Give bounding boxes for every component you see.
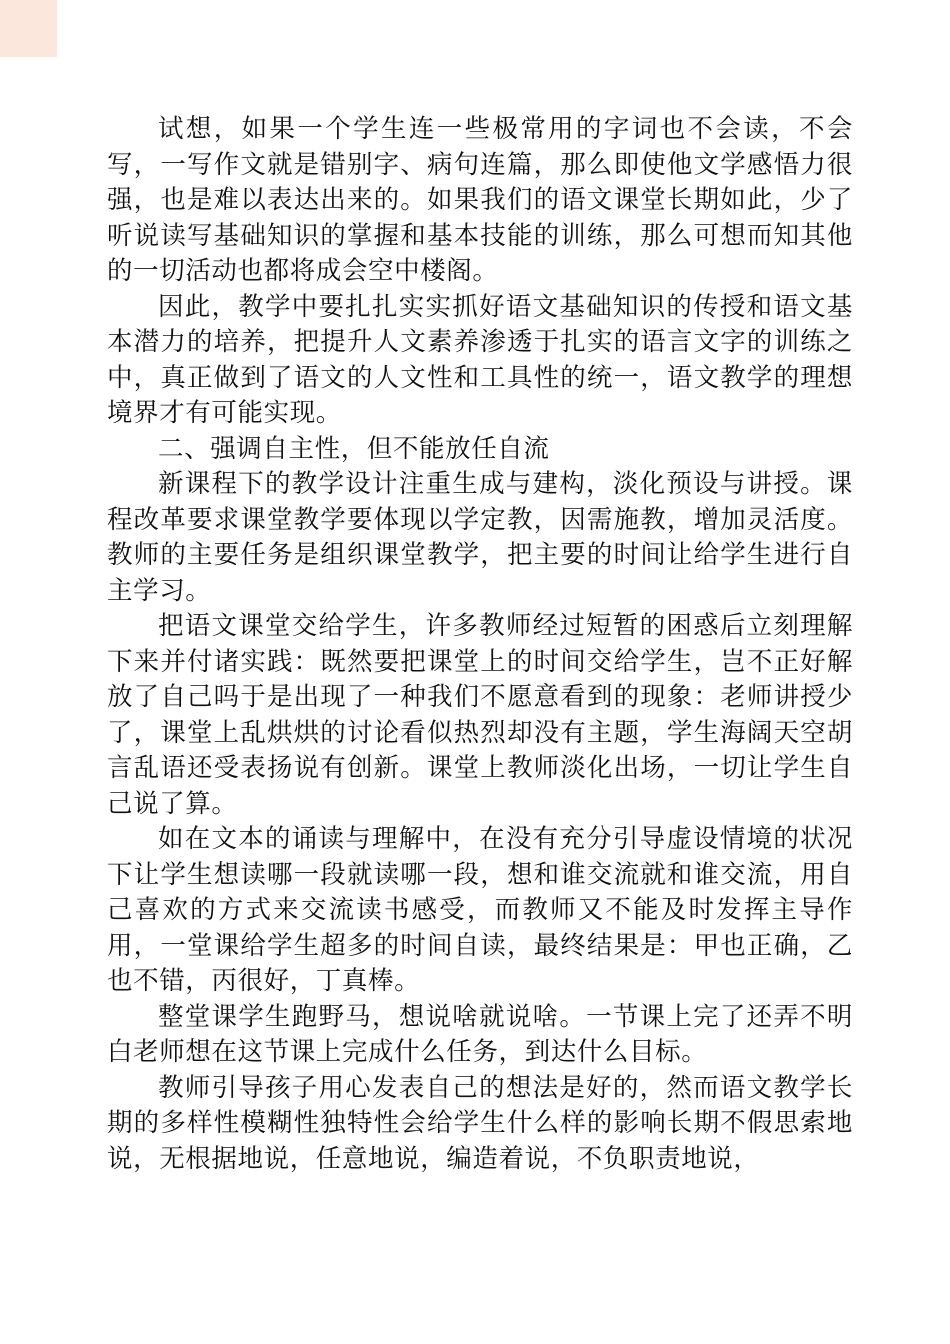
paragraph: 把语文课堂交给学生，许多教师经过短暂的困惑后立刻理解下来并付诸实践：既然要把课堂上的时间交给学生，岂不正好解放了自己吗于是出现了一种我们不愿意看到的现象：老师讲授少了，课堂上乱烘烘的讨论看似热烈却没有主题，学生海阔天空胡言乱语还受表扬说有创新。课堂上教师淡化出场，一切让学生自己说了算。 — [107, 611, 853, 819]
paragraph: 因此，教学中要扎扎实实抓好语文基础知识的传授和语文基本潜力的培养，把提升人文素养渗透于扎实的语言文字的训练之中，真正做到了语文的人文性和工具性的统一，语文教学的理想境界才有可能实现。 — [107, 291, 853, 428]
paragraph: 教师引导孩子用心发表自己的想法是好的，然而语文教学长期的多样性模糊性独特性会给学生什么样的影响长期不假思索地说，无根据地说，任意地说，编造着说，不负职责地说， — [107, 1072, 853, 1174]
paragraph: 整堂课学生跑野马，想说啥就说啥。一节课上完了还弄不明白老师想在这节课上完成什么任务，到达什么目标。 — [107, 1001, 853, 1067]
paragraph: 试想，如果一个学生连一些极常用的字词也不会读，不会写，一写作文就是错别字、病句连篇，那么即使他文学感悟力很强，也是难以表达出来的。如果我们的语文课堂长期如此，少了听说读写基础知识的掌握和基本技能的训练，那么可想而知其他的一切活动也都将成会空中楼阁。 — [107, 114, 853, 286]
section-heading: 二、强调自主性，但不能放任自流 — [158, 433, 550, 464]
paragraph: 新课程下的教学设计注重生成与建构，淡化预设与讲授。课程改革要求课堂教学要体现以学定教，因需施教，增加灵活度。教师的主要任务是组织课堂教学，把主要的时间让给学生进行自主学习。 — [107, 469, 853, 606]
document-body — [107, 112, 853, 1177]
corner-decoration — [0, 0, 57, 57]
paragraph: 如在文本的诵读与理解中，在没有充分引导虚设情境的状况下让学生想读哪一段就读哪一段，想和谁交流就和谁交流，用自己喜欢的方式来交流读书感受，而教师又不能及时发挥主导作用，一堂课给学生超多的时间自读，最终结果是：甲也正确，乙也不错，丙很好，丁真棒。 — [107, 824, 853, 996]
